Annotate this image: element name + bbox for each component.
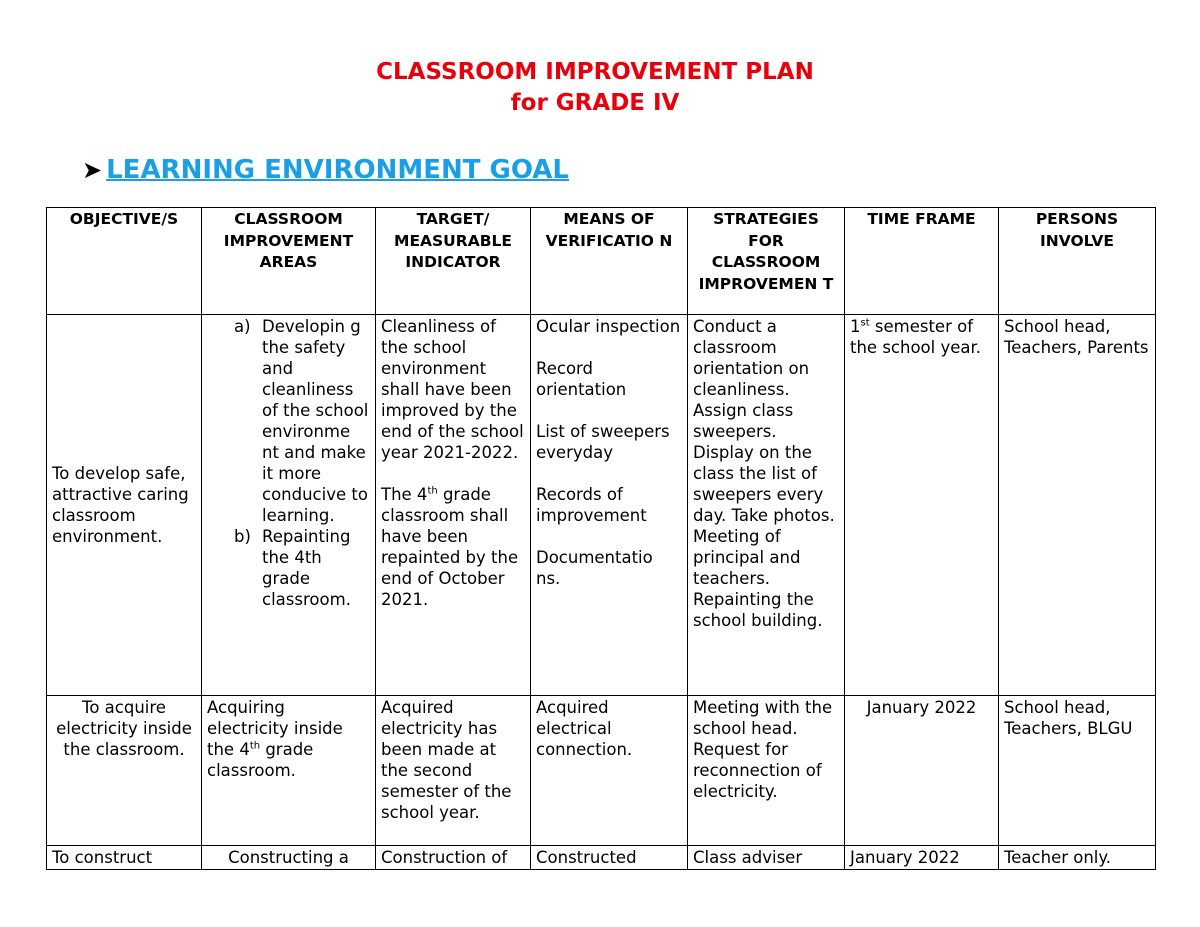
cell-objective: To develop safe, attractive caring classroom environment. [47,315,202,696]
header-means-of-verification: MEANS OF VERIFICATIO N [531,208,688,315]
improvement-plan-table [46,207,1156,870]
cell-strategies: Meeting with the school head. Request for reconnection of electricity. [688,696,845,846]
cell-target-indicator: Cleanliness of the school environment shall have been improved by the end of the school year 2021-2022. The 4th grade classroom shall have been repainted by the end of October 2021. [376,315,531,696]
arrowhead-bullet-icon: ➤ [82,156,103,184]
list-item: b) Repainting the 4th grade classroom. [234,527,351,609]
document-title: CLASSROOM IMPROVEMENT PLAN [376,59,814,85]
section-heading [82,153,569,187]
cell-persons-involved: School head, Teachers, BLGU [999,696,1156,846]
cell-time-frame: January 2022 [845,696,999,846]
areas-list [207,316,370,610]
cell-time-frame: January 2022 [845,846,999,870]
header-persons-involved: PERSONS INVOLVE [999,208,1156,315]
table-header-row [47,208,1156,315]
cell-time-frame: 1st semester of the school year. [845,315,999,696]
cell-improvement-areas: Acquiring electricity inside the 4th grade classroom. [202,696,376,846]
header-time-frame: TIME FRAME [845,208,999,315]
cell-means-of-verification: Ocular inspection Record orientation List of sweepers everyday Records of improvement Documentatio ns. [531,315,688,696]
header-target-indicator: TARGET/ MEASURABLE INDICATOR [376,208,531,315]
document-subtitle: for GRADE IV [510,90,680,116]
header-improvement-areas: CLASSROOM IMPROVEMENT AREAS [202,208,376,315]
cell-strategies: Class adviser [688,846,845,870]
cell-improvement-areas [202,315,376,696]
table-row [47,696,1156,846]
cell-improvement-areas: Constructing a [202,846,376,870]
table-row [47,315,1156,696]
cell-strategies: Conduct a classroom orientation on cleanliness. Assign class sweepers. Display on the class the list of sweepers every day. Take photos. Meeting of principal and teachers. Repainting the school building. [688,315,845,696]
cell-objective: To acquire electricity inside the classroom. [47,696,202,846]
cell-target-indicator: Construction of [376,846,531,870]
cell-target-indicator: Acquired electricity has been made at the second semester of the school year. [376,696,531,846]
cell-objective: To construct [47,846,202,870]
cell-means-of-verification: Acquired electrical connection. [531,696,688,846]
list-item: a) Developin g the safety and cleanliness of the school environme nt and make it more conducive to learning. [234,317,369,525]
table-row [47,846,1156,870]
section-heading-text: LEARNING ENVIRONMENT GOAL [106,155,569,185]
cell-persons-involved: School head, Teachers, Parents [999,315,1156,696]
header-strategies: STRATEGIES FOR CLASSROOM IMPROVEMEN T [688,208,845,315]
header-objectives: OBJECTIVE/S [47,208,202,315]
cell-means-of-verification: Constructed [531,846,688,870]
cell-persons-involved: Teacher only. [999,846,1156,870]
